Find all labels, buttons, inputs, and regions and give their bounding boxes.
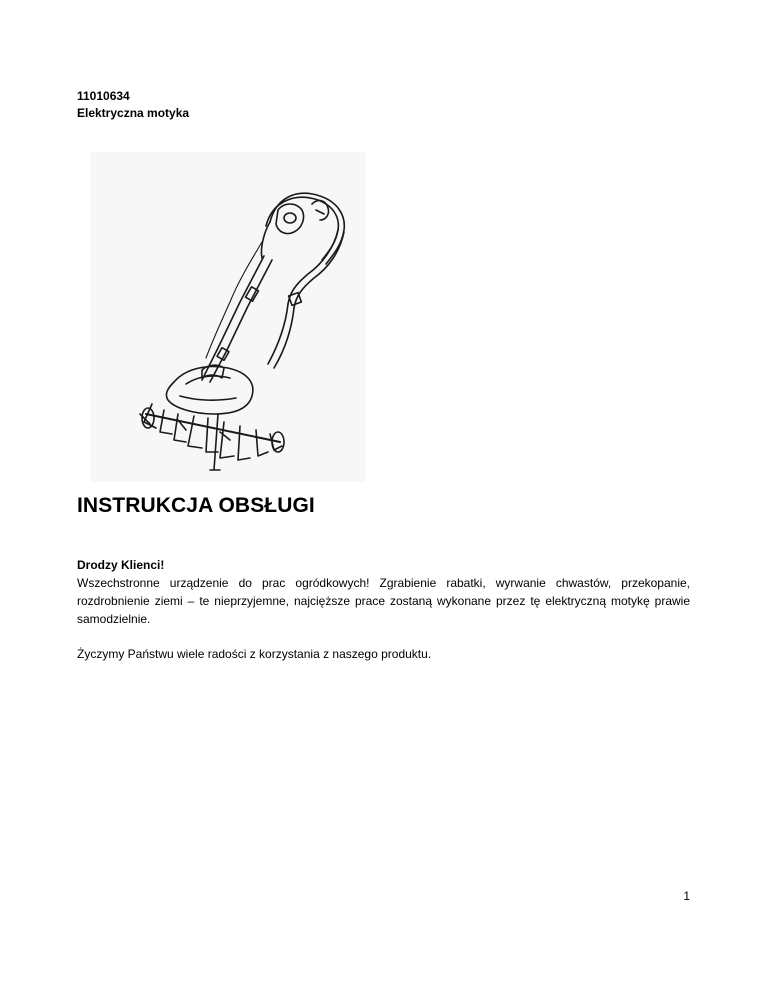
electric-tiller-illustration [90, 152, 366, 482]
intro-paragraph: Wszechstronne urządzenie do prac ogródkowych! Zgrabienie rabatki, wyrwanie chwastów, przekopanie, rozdrobnienie ziemi – te nieprzyjemne, najcięższe prace zostaną wykonane przez tę elektryczną motykę prawie samodzielnie. [77, 576, 690, 626]
manual-heading: INSTRUKCJA OBSŁUGI [77, 494, 315, 517]
wishes-paragraph: Życzymy Państwu wiele radości z korzystania z naszego produktu. [77, 647, 432, 661]
electric-tiller-drawing [90, 152, 366, 482]
greeting: Drodzy Klienci! [77, 558, 165, 572]
page-number: 1 [683, 889, 690, 903]
product-code: 11010634 [77, 89, 130, 103]
product-name: Elektryczna motyka [77, 106, 190, 120]
